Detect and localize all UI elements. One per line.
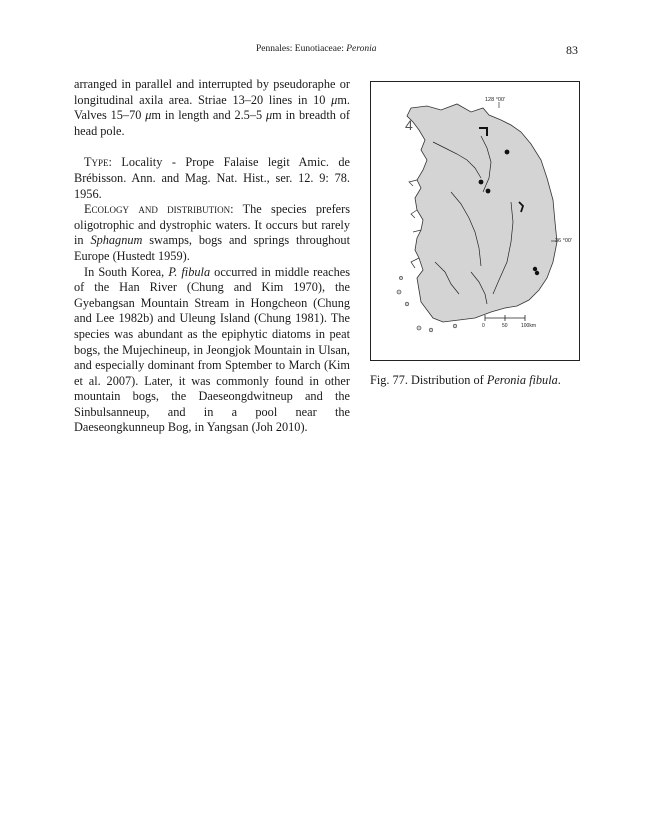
- caption-species: Peronia fibula: [486, 373, 558, 387]
- scale-label-100: 100km: [521, 323, 537, 329]
- korea-map: [371, 82, 579, 360]
- figure-caption: Fig. 77. Distribution of Peronia fibula.: [370, 373, 561, 387]
- island: [453, 324, 457, 328]
- type-label: Type: [84, 155, 109, 170]
- running-head-genus: Peronia: [346, 44, 377, 54]
- distribution-point-ulsan: [533, 267, 537, 271]
- running-head: Pennales: Eunotiaceae: Peronia: [256, 44, 377, 54]
- page-number: 83: [566, 43, 578, 57]
- paragraph-ecology: Ecology and distribution: The species prefers oligotrophic and dystrophic waters. It occurs but rarely in Sphagnum swamps, bogs and springs throughout Europe (Hustedt 1959).: [74, 202, 350, 263]
- distribution-point-central: [479, 180, 484, 185]
- corner-mark: 4: [405, 117, 413, 133]
- distribution-point-north: [505, 150, 510, 155]
- latitude-label: 36 °00': [555, 238, 573, 244]
- ecology-label: Ecology and distribution: [84, 202, 231, 217]
- distribution-point-central-2: [486, 189, 491, 194]
- distribution-point-ulsan-2: [535, 271, 539, 275]
- distribution-map-figure: [370, 81, 580, 361]
- island: [405, 302, 409, 306]
- longitude-label: 128 °00': [485, 97, 506, 103]
- island: [417, 326, 421, 330]
- korean-peninsula-land: [407, 104, 557, 322]
- island: [399, 276, 402, 279]
- island: [429, 328, 433, 332]
- page-header: [0, 44, 652, 58]
- body-text-column: [74, 77, 350, 436]
- scale-label-0: 0: [482, 323, 485, 329]
- paragraph-korea: In South Korea, P. fibula occurred in middle reaches of the Han River (Chung and Kim 1970), the Gyebangsan Mountain Stream in Hongcheon (Chung and Lee 1982b) and Uleung Island (Chung 1981). The species was abundant as the epiphytic diatoms in peat bogs, the Mujechineup, in Jeongjok Mountain in Ulsan, and especially dominant from Sptember to March (Kim et al. 2007). Later, it was commonly found in other mountain bogs, the Daeseongdwitneup and the Sinbulsanneup, and in a pool near the Daeseongkunneup Bog, in Yangsan (Joh 2010).: [74, 264, 351, 435]
- scale-label-50: 50: [502, 323, 508, 329]
- paragraph-description: arranged in parallel and interrupted by pseudoraphe or longitudinal axila area. Striae 13–20 lines in 10 μm. Valves 15–70 μm in length and 2.5–5 μm in breadth of head pole.: [74, 77, 350, 138]
- island: [397, 290, 401, 294]
- paragraph-type: Type: Locality - Prope Falaise legit Amic. de Brébisson. Ann. and Mag. Nat. Hist., ser. 12. 9: 78. 1956.: [74, 155, 350, 201]
